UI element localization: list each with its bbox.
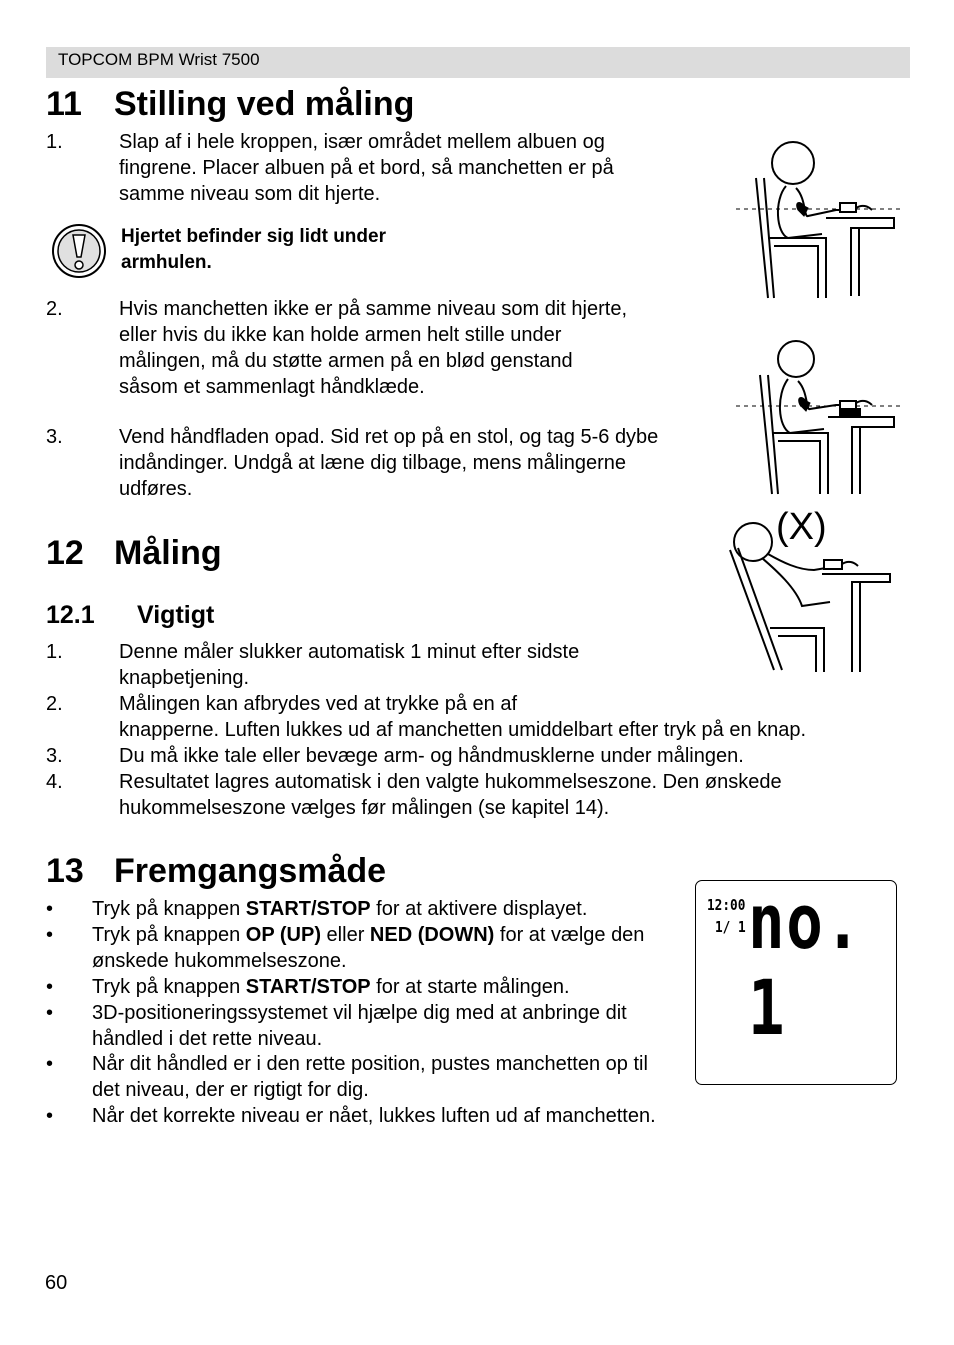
- list-item: 2. Hvis manchetten ikke er på samme niveau som dit hjerte, eller hvis du ikke kan holde armen helt stille under målingen, må du støtte armen på en blød genstand såsom et sammenlagt håndklæde.: [46, 298, 627, 398]
- list-item: 1. Denne måler slukker automatisk 1 minut efter sidste knapbetjening.: [46, 641, 580, 689]
- subsection-title: Vigtigt: [137, 601, 215, 629]
- bullet-item: • 3D-positioneringssystemet vil hjælpe dig med at anbringe dit håndled i det rette niveau.: [46, 1002, 627, 1050]
- subsection-number: 12.1: [46, 601, 95, 629]
- bullet-item: • Når det korrekte niveau er nået, lukkes luften ud af manchetten.: [46, 1105, 656, 1127]
- section-11-heading: [46, 84, 414, 124]
- section-title: Fremgangsmåde: [114, 852, 387, 890]
- section-title: Stilling ved måling: [114, 85, 415, 123]
- list-item-continuation: knapperne. Luften lukkes ud af manchetten umiddelbart efter tryk på en knap.: [119, 719, 807, 741]
- list-item: 2. Målingen kan afbrydes ved at trykke på en af: [46, 693, 518, 715]
- section-12-heading: [46, 533, 222, 573]
- lcd-main-readout: no. 1: [748, 877, 863, 1052]
- subsection-heading: [46, 600, 214, 630]
- posture-illustration-support: [736, 339, 906, 504]
- wrong-mark: (X): [776, 506, 827, 548]
- section-number: 13: [46, 852, 84, 890]
- bullet-item: • Når dit håndled er i den rette position, pustes manchetten op til det niveau, der er rigtigt for dig.: [46, 1053, 648, 1101]
- list-item: 3. Vend håndfladen opad. Sid ret op på en stol, og tag 5-6 dybe indåndinger. Undgå at læne dig tilbage, mens målingerne udføres.: [46, 426, 659, 500]
- bullet-item: • Tryk på knappen START/STOP for at starte målingen.: [46, 976, 570, 998]
- header-title: TOPCOM BPM Wrist 7500: [58, 50, 260, 69]
- page-number: 60: [45, 1272, 68, 1294]
- section-title: Måling: [114, 534, 222, 572]
- lcd-display: [695, 877, 897, 1085]
- list-item: 3. Du må ikke tale eller bevæge arm- og håndmusklerne under målingen.: [46, 745, 744, 767]
- lcd-time: 12:00: [707, 896, 746, 914]
- note-text: Hjertet befinder sig lidt under armhulen.: [121, 226, 386, 273]
- list-item: 4. Resultatet lagres automatisk i den valgte hukommelseszone. Den ønskede hukommelseszone vælges før målingen (se kapitel 14).: [46, 771, 782, 819]
- lcd-date: 1/ 1: [715, 918, 746, 936]
- bullet-item: • Tryk på knappen START/STOP for at aktivere displayet.: [46, 898, 588, 920]
- list-item: 1. Slap af i hele kroppen, især området mellem albuen og fingrene. Placer albuen på et bord, så manchetten er på samme niveau som dit hjerte.: [46, 131, 614, 205]
- section-number: 11: [46, 85, 82, 123]
- section-number: 12: [46, 534, 84, 572]
- bullet-item: • Tryk på knappen OP (UP) eller NED (DOWN) for at vælge den ønskede hukommelseszone.: [46, 924, 645, 972]
- posture-illustration-correct: [736, 138, 906, 308]
- section-13-heading: [46, 851, 386, 891]
- warning-icon: [51, 223, 107, 284]
